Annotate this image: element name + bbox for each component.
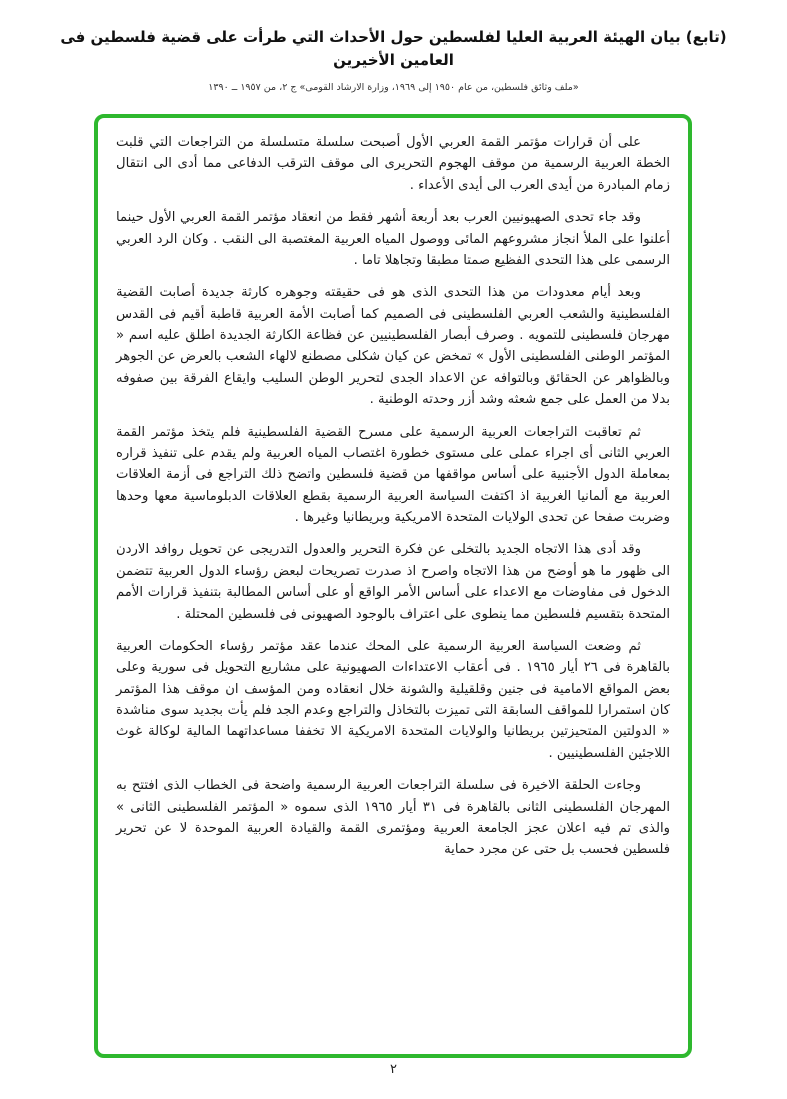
header-title: (تابع) بيان الهيئة العربية العليا لفلسطين حول الأحداث التي طرأت على قضية فلسطين فى العامين الأخيرين [60,28,727,70]
paragraph: ثم وضعت السياسة العربية الرسمية على المحك عندما عقد مؤتمر رؤساء الحكومات العربية بالقاهرة فى ٢٦ أيار ١٩٦٥ . فى أعقاب الاعتداءات الصهيونية على مشاريع التحويل فى سورية وعلى بعض المواقع الامامية فى جنين وقلقيلية والشونة خلال انعقاده ومن المؤسف ان موقف هذا المؤتمر كان استمرارا للمواقف السابقة التى تميزت بالتخاذل والتراجع وعدم الجد فلم يأت بجديد سوى مناشدة « الدولتين المتحيزتين بريطانيا والولايات المتحدة الامريكية الا تخففا مساعداتهما المالية لوكالة غوث اللاجئين الفلسطينيين . [116,638,670,761]
page-number: ٢ [390,1062,397,1077]
green-border-content-box [94,114,692,1058]
paragraph: وقد أدى هذا الاتجاه الجديد بالتخلى عن فكرة التحرير والعدول التدريجى عن تحويل روافد الاردن الى ظهور ما هو أوضح من هذا الاتجاه واصرح اذ صدرت تصريحات لبعض رؤساء الدول العربية تتضمن الدخول فى مفاوضات مع الاعداء على أساس الأمر الواقع أو على أساس المطالبة بتنفيذ قرارات الأمم المتحدة بتقسيم فلسطين مما ينطوى على اعتراف بالوجود الصهيونى فى فلسطين المحتلة . [116,542,670,622]
paragraph: وقد جاء تحدى الصهيونيين العرب بعد أربعة أشهر فقط من انعقاد مؤتمر القمة العربي الأول حينما أعلنوا على الملأ انجاز مشروعهم المائى ووصول المياه العربية المغتصبة الى النقب . وكان الرد العربي الرسمى على هذا التحدى الفظيع صمتا مطبقا وتجاهلا تاما . [116,210,670,268]
paragraph: على أن قرارات مؤتمر القمة العربي الأول أصبحت سلسلة متسلسلة من التراجعات التي قلبت الخطة العربية الرسمية من موقف الهجوم التحريرى الى موقف الترقب الدفاعى مما أدى الى انتقال زمام المبادرة من أيدى العرب الى أيدى الأعداء . [116,135,670,193]
paragraph: وبعد أيام معدودات من هذا التحدى الذى هو فى حقيقته وجوهره كارثة جديدة أصابت القضية الفلسطينية والشعب العربي الفلسطينى فى الصميم كما أصابت الأمة العربية قاطبة أقيم فى القدس مهرجان فلسطينى للتمويه . وصرف أبصار الفلسطينيين عن فظاعة الكارثة الجديدة اطلق عليه اسم « المؤتمر الوطنى الفلسطينى الأول » تمخض عن كيان شكلى مصطنع لالهاء الشعب بالعرض عن الجوهر وبالظواهر عن الحقائق وبالتوافه عن الاعداد الجدى لتحرير الوطن السليب وايقاع الفرقة بين صفوفه بدلا من العمل على جمع شعثه وشد أزر وحدته الوطنية . [116,285,670,408]
document-body [116,132,670,861]
paragraph: وجاءت الحلقة الاخيرة فى سلسلة التراجعات العربية الرسمية واضحة فى الخطاب الذى افتتح به المهرجان الفلسطينى الثانى بالقاهرة فى ٣١ أيار ١٩٦٥ الذى سموه « المؤتمر الفلسطينى الثانى » والذى تم فيه اعلان عجز الجامعة العربية ومؤتمرى القمة والقيادة العربية الموحدة لا عن تحرير فلسطين فحسب بل حتى عن مجرد حماية [116,778,671,858]
paragraph: ثم تعاقبت التراجعات العربية الرسمية على مسرح القضية الفلسطينية فلم يتخذ مؤتمر القمة العربي الثانى أى اجراء عملى على مستوى خطورة اغتصاب المياه العربية ولم يقدم على تنفيذ قراره بمعاملة الدول الأجنبية على أساس مواقفها من قضية فلسطين واتضح ذلك التراجع فى أزمة العلاقات العربية مع ألمانيا الغربية اذ اكتفت السياسة العربية الرسمية بقطع العلاقات الدبلوماسية معها وحدها وضربت صفحا عن تحدى الولايات المتحدة الامريكية وبريطانيا وغيرها . [116,424,670,525]
source-citation-line: «ملف وثائق فلسطين، من عام ١٩٥٠ إلى ١٩٦٩، وزارة الارشاد القومى» ج ٢، من ١٩٥٧ ــ ١٣٩٠ [208,82,579,93]
